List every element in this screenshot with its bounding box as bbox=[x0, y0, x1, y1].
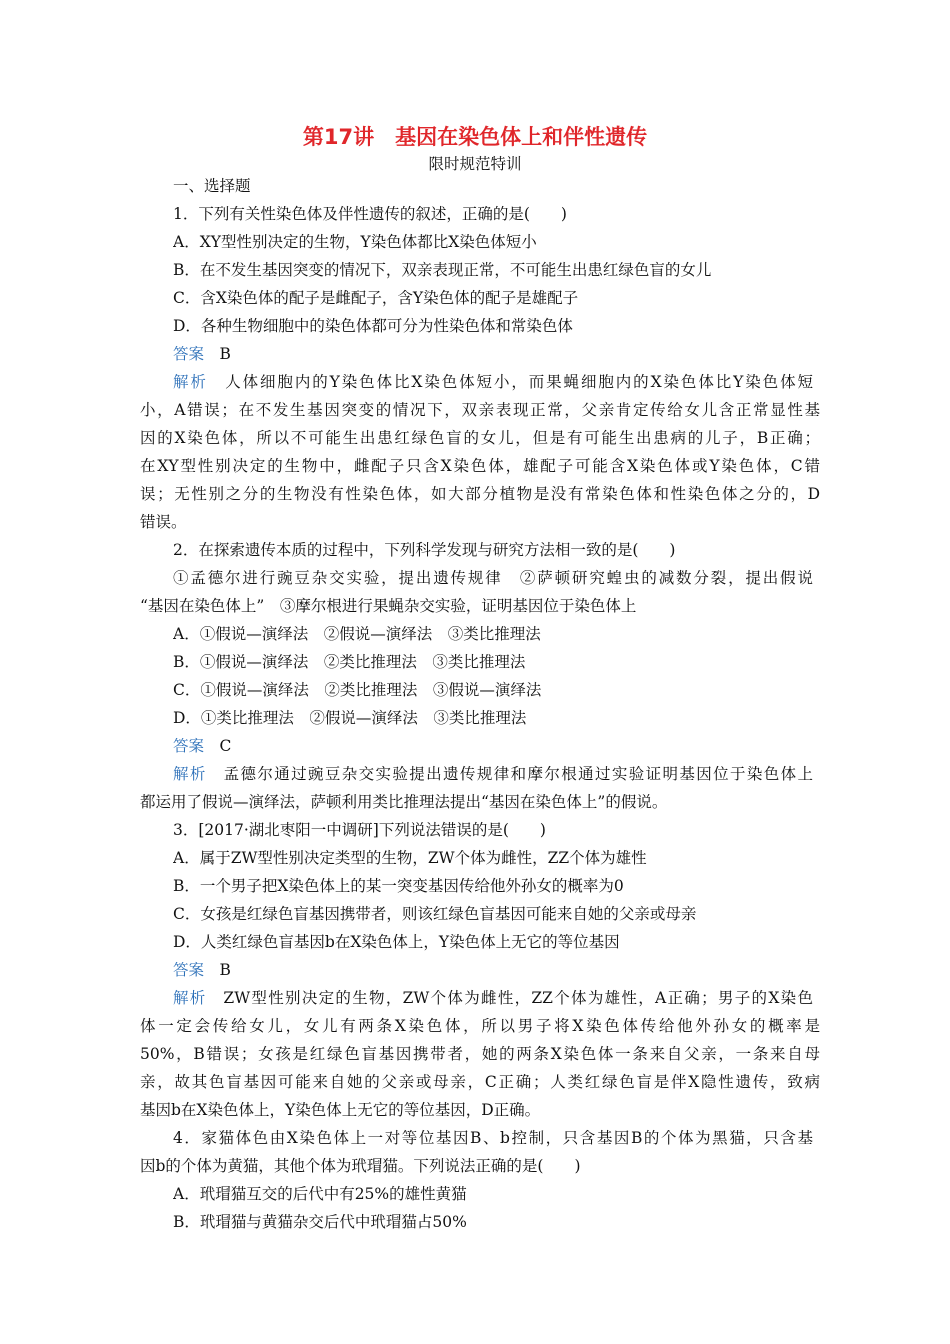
q1-analysis-line: 因的X染色体，所以不可能生出患红绿色盲的女儿，但是有可能生出患病的儿子，B正确； bbox=[140, 429, 820, 447]
answer-value: B bbox=[219, 961, 231, 979]
q1-option-d: D．各种生物细胞中的染色体都可分为性染色体和常染色体 bbox=[173, 317, 573, 335]
answer-label: 答案 bbox=[173, 961, 205, 979]
question-4: 4．家猫体色由X染色体上一对等位基因B、b控制，只含基因B的个体为黑猫，只含基 bbox=[173, 1129, 813, 1147]
q2-option-c: C．①假说—演绎法 ②类比推理法 ③假说—演绎法 bbox=[173, 681, 542, 699]
q1-answer bbox=[173, 344, 813, 364]
question-1: 1．下列有关性染色体及伴性遗传的叙述，正确的是( ) bbox=[173, 205, 567, 223]
q2-option-a: A．①假说—演绎法 ②假说—演绎法 ③类比推理法 bbox=[173, 625, 541, 643]
analysis-label: 解析 bbox=[173, 373, 208, 391]
q2-analysis-line: 解析 孟德尔通过豌豆杂交实验提出遗传规律和摩尔根通过实验证明基因位于染色体上 bbox=[173, 765, 813, 783]
analysis-label: 解析 bbox=[173, 989, 207, 1007]
answer-value: B bbox=[219, 345, 231, 363]
q1-option-a: A．XY型性别决定的生物，Y染色体都比X染色体短小 bbox=[173, 233, 537, 251]
q1-option-c: C．含X染色体的配子是雌配子，含Y染色体的配子是雄配子 bbox=[173, 289, 579, 307]
answer-value: C bbox=[219, 737, 232, 755]
q3-answer bbox=[173, 960, 813, 980]
q2-statement: “基因在染色体上” ③摩尔根进行果蝇杂交实验，证明基因位于染色体上 bbox=[140, 597, 637, 615]
question-2: 2．在探索遗传本质的过程中，下列科学发现与研究方法相一致的是( ) bbox=[173, 541, 676, 559]
page-subtitle: 限时规范特训 bbox=[428, 155, 522, 173]
q2-option-d: D．①类比推理法 ②假说—演绎法 ③类比推理法 bbox=[173, 709, 527, 727]
q3-option-d: D．人类红绿色盲基因b在X染色体上，Y染色体上无它的等位基因 bbox=[173, 933, 620, 951]
section-heading: 一、选择题 bbox=[173, 177, 251, 195]
q1-analysis-line: 错误。 bbox=[140, 513, 187, 531]
page-title: 第17讲 基因在染色体上和伴性遗传 bbox=[302, 125, 648, 149]
q1-option-b: B．在不发生基因突变的情况下，双亲表现正常，不可能生出患红绿色盲的女儿 bbox=[173, 261, 712, 279]
answer-label: 答案 bbox=[173, 737, 205, 755]
q3-analysis-line: 基因b在X染色体上，Y染色体上无它的等位基因，D正确。 bbox=[140, 1101, 541, 1119]
q1-analysis-line: 在XY型性别决定的生物中，雌配子只含X染色体，雄配子可能含X染色体或Y染色体，C错 bbox=[140, 457, 820, 475]
q4-option-a: A．玳瑁猫互交的后代中有25%的雄性黄猫 bbox=[173, 1185, 467, 1203]
q3-option-b: B．一个男子把X染色体上的某一突变基因传给他外孙女的概率为0 bbox=[173, 877, 624, 895]
q1-analysis-line: 解析 人体细胞内的Y染色体比X染色体短小，而果蝇细胞内的X染色体比Y染色体短 bbox=[173, 373, 813, 391]
question-3: 3．[2017·湖北枣阳一中调研]下列说法错误的是( ) bbox=[173, 821, 546, 839]
q3-analysis-line: 体一定会传给女儿，女儿有两条X染色体，所以男子将X染色体传给他外孙女的概率是 bbox=[140, 1017, 820, 1035]
q3-analysis-line: 亲，故其色盲基因可能来自她的父亲或母亲，C正确；人类红绿色盲是伴X隐性遗传，致病 bbox=[140, 1073, 820, 1091]
q2-analysis-line: 都运用了假说—演绎法，萨顿利用类比推理法提出“基因在染色体上”的假说。 bbox=[140, 793, 668, 811]
q2-answer bbox=[173, 736, 813, 756]
q4-option-b: B．玳瑁猫与黄猫杂交后代中玳瑁猫占50% bbox=[173, 1213, 467, 1231]
q1-analysis-line: 小，A错误；在不发生基因突变的情况下，双亲表现正常，父亲肯定传给女儿含正常显性基 bbox=[140, 401, 820, 419]
question-4-cont: 因b的个体为黄猫，其他个体为玳瑁猫。下列说法正确的是( ) bbox=[140, 1157, 581, 1175]
answer-label: 答案 bbox=[173, 345, 205, 363]
q2-option-b: B．①假说—演绎法 ②类比推理法 ③类比推理法 bbox=[173, 653, 526, 671]
q3-option-a: A．属于ZW型性别决定类型的生物，ZW个体为雌性，ZZ个体为雄性 bbox=[173, 849, 647, 867]
q3-analysis-line: 解析 ZW型性别决定的生物，ZW个体为雌性，ZZ个体为雄性，A正确；男子的X染色 bbox=[173, 989, 813, 1007]
q1-analysis-line: 误；无性别之分的生物没有性染色体，如大部分植物是没有常染色体和性染色体之分的，D bbox=[140, 485, 820, 503]
q3-option-c: C．女孩是红绿色盲基因携带者，则该红绿色盲基因可能来自她的父亲或母亲 bbox=[173, 905, 697, 923]
q3-analysis-line: 50%，B错误；女孩是红绿色盲基因携带者，她的两条X染色体一条来自父亲，一条来自母 bbox=[140, 1045, 820, 1063]
q2-statement: ①孟德尔进行豌豆杂交实验，提出遗传规律 ②萨顿研究蝗虫的减数分裂，提出假说 bbox=[173, 569, 813, 587]
analysis-label: 解析 bbox=[173, 765, 207, 783]
